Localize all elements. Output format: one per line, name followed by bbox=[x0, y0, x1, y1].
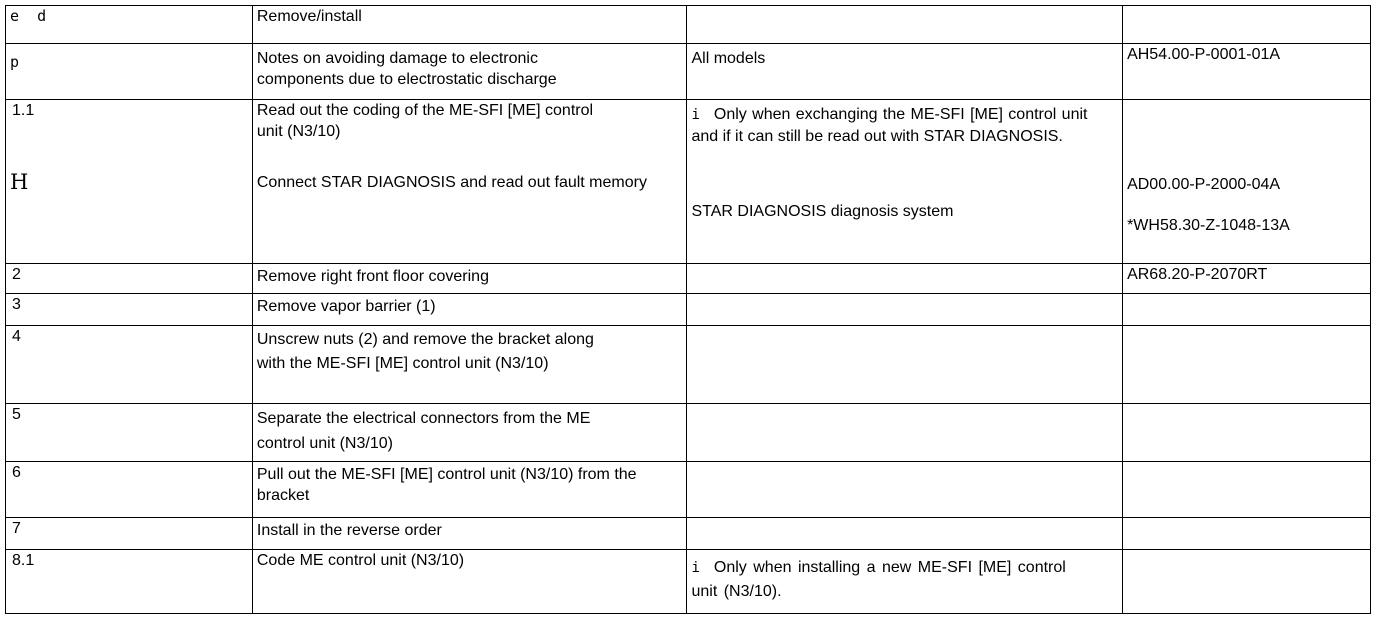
info-note-text: Only when installing a new ME-SFI [ME] control unit (N3/10). bbox=[691, 559, 1066, 600]
reference-link[interactable]: AH54.00-P-0001-01A bbox=[1127, 46, 1281, 63]
info-note bbox=[691, 556, 1091, 604]
reference-cell bbox=[1123, 404, 1371, 462]
reference-cell bbox=[1123, 294, 1371, 326]
reference-link[interactable]: AR68.20-P-2070RT bbox=[1127, 266, 1268, 283]
step-text: Separate the electrical connectors from the ME control unit (N3/10) bbox=[256, 410, 591, 452]
step-text: Read out the coding of the ME-SFI [ME] control unit (N3/10) bbox=[256, 102, 594, 140]
reference-cell bbox=[1123, 462, 1371, 518]
info-icon: i bbox=[691, 107, 700, 123]
reference-link[interactable]: *WH58.30-Z-1048-13A bbox=[1127, 217, 1290, 234]
table-row bbox=[6, 518, 1371, 550]
procedure-table bbox=[5, 5, 1371, 614]
step-symbol-cell bbox=[6, 294, 253, 326]
step-number: 7 bbox=[12, 520, 21, 537]
info-note-text: Only when exchanging the ME-SFI [ME] control unit and if it can still be read out with STAR DIAGNOSIS. bbox=[691, 106, 1088, 145]
reference-cell bbox=[1123, 6, 1371, 44]
remove-install-symbol: e d bbox=[10, 7, 47, 25]
step-text: Pull out the ME-SFI [ME] control unit (N3/10) from the bracket bbox=[256, 466, 637, 504]
reference-cell bbox=[1123, 44, 1371, 100]
step-symbol-cell bbox=[6, 326, 253, 404]
notes-cell bbox=[687, 404, 1123, 462]
notes-cell bbox=[687, 550, 1123, 614]
notes-cell bbox=[687, 44, 1123, 100]
reference-cell bbox=[1123, 518, 1371, 550]
info-note bbox=[691, 104, 1087, 147]
table-row bbox=[6, 44, 1371, 100]
step-number: 3 bbox=[12, 296, 21, 313]
step-text-cell bbox=[252, 100, 687, 264]
step-symbol-cell bbox=[6, 462, 253, 518]
notes-cell bbox=[687, 518, 1123, 550]
step-symbol-cell bbox=[6, 264, 253, 294]
step-text: Remove right front floor covering bbox=[256, 268, 489, 285]
notes-cell bbox=[687, 100, 1123, 264]
reference-cell bbox=[1123, 100, 1371, 264]
step-text: Connect STAR DIAGNOSIS and read out fault memory bbox=[256, 174, 647, 191]
step-number: 8.1 bbox=[12, 552, 35, 569]
notes-cell bbox=[687, 264, 1123, 294]
step-text-cell bbox=[252, 264, 687, 294]
table-row bbox=[6, 294, 1371, 326]
step-symbol-cell bbox=[6, 6, 253, 44]
step-text-cell bbox=[252, 326, 687, 404]
step-number: 2 bbox=[12, 266, 21, 283]
step-number: 4 bbox=[12, 328, 21, 345]
table-row bbox=[6, 264, 1371, 294]
step-symbol-cell bbox=[6, 100, 253, 264]
step-number: 1.1 bbox=[12, 102, 35, 119]
step-text-cell bbox=[252, 44, 687, 100]
notes-cell bbox=[687, 6, 1123, 44]
step-number: 5 bbox=[12, 406, 21, 423]
step-symbol-cell bbox=[6, 518, 253, 550]
table-row bbox=[6, 462, 1371, 518]
step-text: Unscrew nuts (2) and remove the bracket along with the ME-SFI [ME] control unit (N3/10) bbox=[256, 331, 594, 372]
notes-text: STAR DIAGNOSIS diagnosis system bbox=[691, 203, 954, 220]
reference-cell bbox=[1123, 550, 1371, 614]
table-row bbox=[6, 404, 1371, 462]
reference-cell bbox=[1123, 326, 1371, 404]
table-row bbox=[6, 550, 1371, 614]
diagnosis-symbol: H bbox=[10, 170, 29, 194]
step-symbol-cell bbox=[6, 44, 253, 100]
step-text-cell bbox=[252, 518, 687, 550]
step-text: Install in the reverse order bbox=[256, 522, 442, 539]
step-text-cell bbox=[252, 6, 687, 44]
table-row bbox=[6, 6, 1371, 44]
step-number: 6 bbox=[12, 464, 21, 481]
step-text-cell bbox=[252, 462, 687, 518]
step-symbol-cell bbox=[6, 550, 253, 614]
notes-symbol: p bbox=[10, 53, 20, 71]
step-text: Code ME control unit (N3/10) bbox=[256, 552, 465, 569]
reference-cell bbox=[1123, 264, 1371, 294]
step-text-cell bbox=[252, 294, 687, 326]
notes-cell bbox=[687, 462, 1123, 518]
step-text-cell bbox=[252, 550, 687, 614]
info-icon: i bbox=[691, 560, 700, 576]
table-row bbox=[6, 326, 1371, 404]
step-symbol-cell bbox=[6, 404, 253, 462]
step-text: Remove/install bbox=[256, 8, 362, 25]
notes-cell bbox=[687, 294, 1123, 326]
notes-cell bbox=[687, 326, 1123, 404]
table-row bbox=[6, 100, 1371, 264]
step-text-cell bbox=[252, 404, 687, 462]
step-text: Notes on avoiding damage to electronic components due to electrostatic discharge bbox=[256, 50, 557, 88]
notes-text: All models bbox=[691, 50, 766, 67]
step-text: Remove vapor barrier (1) bbox=[256, 298, 436, 315]
reference-link[interactable]: AD00.00-P-2000-04A bbox=[1127, 176, 1281, 193]
